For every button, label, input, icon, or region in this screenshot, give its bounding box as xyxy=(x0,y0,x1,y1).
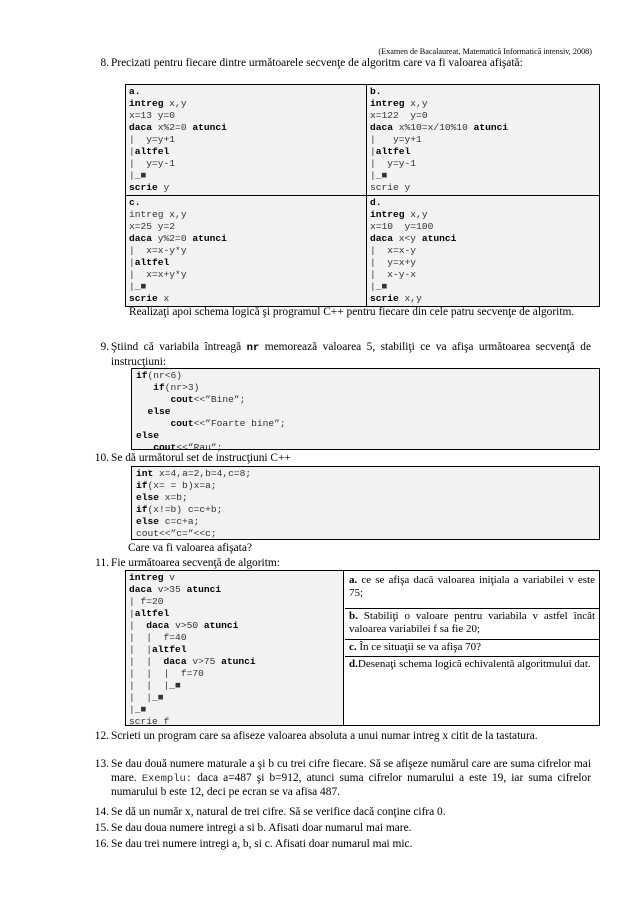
algorithm-b: b. intreg x,y x=122 y=0 daca x%10=x/10%10 atunci | y=y+1 |altfel | y=y-1 |_■ scrie y xyxy=(367,85,600,196)
question-8-followup: Realizaţi apoi schema logică şi programul C++ pentru fiecare din cele patru secvenţe de algoritm. xyxy=(129,306,575,318)
question-text: Se dau doua numere intregi a si b. Afisati doar numarul mai mare. xyxy=(111,822,412,834)
question-number: 9. xyxy=(100,341,109,353)
task-a: a. ce se afişa dacă valoarea iniţiala a variabilei v este 75; xyxy=(345,571,599,609)
question-15 xyxy=(94,822,591,836)
question-number: 16. xyxy=(94,838,109,850)
question-text: Se dă următorul set de instrucţiuni C++ xyxy=(111,452,291,464)
question-number: 14. xyxy=(94,806,109,818)
algorithm-a: a. intreg x,y x=13 y=0 daca x%2=0 atunci | y=y+1 |altfel | y=y-1 |_■ scrie y xyxy=(126,85,367,196)
question-13 xyxy=(94,758,591,800)
question-9 xyxy=(100,341,591,369)
page-header: (Examen de Bacalaureat, Matematică Informatică intensiv, 2008) xyxy=(378,47,592,56)
task-d: d.Desenaţi schema logică echivalentă algoritmului dat. xyxy=(349,658,591,670)
question-10-followup: Care va fi valoarea afişata? xyxy=(128,542,252,554)
question-number: 8. xyxy=(100,57,109,69)
task-list-11 xyxy=(345,571,599,723)
example-label: Exemplu: xyxy=(141,772,193,785)
question-16 xyxy=(94,838,591,852)
question-text-start: Ştiind că variabila întreagă xyxy=(111,341,242,353)
code-block-9: if(nr<6) if(nr>3) cout<<”Bine”; else cout<<”Foarte bine”; else cout<<”Rau”; xyxy=(131,368,600,450)
variable-name: nr xyxy=(246,342,260,354)
question-text: Fie următoarea secvenţă de algoritm: xyxy=(111,557,280,569)
question-number: 12. xyxy=(94,730,109,742)
question-10 xyxy=(94,452,591,466)
algorithm-table-11 xyxy=(125,570,600,726)
question-text-start: Se dau două numere maturale a şi b cu trei cifre fiecare. Să se afişeze numărul care are suma cifrelor mai mare. xyxy=(111,758,591,784)
question-text: Precizati pentru fiecare dintre următoarele secvenţe de algoritm care va fi valoarea afişată: xyxy=(111,57,523,69)
question-11 xyxy=(95,557,591,571)
question-14 xyxy=(94,806,591,820)
question-number: 15. xyxy=(94,822,109,834)
question-8 xyxy=(100,57,591,71)
question-12 xyxy=(94,730,591,744)
question-text: Se dă un număr x, natural de trei cifre. Să se verifice dacă conţine cifra 0. xyxy=(111,806,446,818)
question-number: 13. xyxy=(94,758,109,770)
question-text-end: memorează valoarea 5, stabiliţi ce va afişa următoarea secvenţă de instrucţiuni: xyxy=(111,341,591,368)
question-text-end: daca a=487 şi b=912, atunci suma cifrelor numarului a este 19, iar suma cifrelor numarului b este 12, deci pe ecran se va afisa 487. xyxy=(111,771,591,799)
code-block-10: int x=4,a=2,b=4,c=8; if(x= = b)x=a; else x=b; if(x!=b) c=c+b; else c=c+a; cout<<”c=”<<c; xyxy=(131,466,600,540)
algorithm-11: intreg v daca v>35 atunci | f=20 |altfel | daca v>50 atunci | | f=40 | |altfel | | daca v>75 atunci | | | f=70 | | |_■ | |_■ |_■ scrie f xyxy=(126,571,344,725)
algorithm-d: d. intreg x,y x=10 y=100 daca x<y atunci | x=x-y | y=x+y | x-y-x |_■ scrie x,y xyxy=(367,196,600,307)
question-number: 11. xyxy=(95,557,109,569)
task-c: c. În ce situaţii se va afişa 70? xyxy=(345,640,599,657)
question-number: 10. xyxy=(94,452,109,464)
algorithm-table xyxy=(125,84,600,307)
algorithm-c: c. intreg x,y x=25 y=2 daca y%2=0 atunci | x=x-y*y |altfel | x=x+y*y |_■ scrie x xyxy=(126,196,367,307)
question-text: Se dau trei numere intregi a, b, si c. Afisati doar numarul mai mic. xyxy=(111,838,413,850)
question-text: Scrieti un program care sa afiseze valoarea absoluta a unui numar intreg x citit de la tastatura. xyxy=(111,730,538,742)
task-b: b. Stabiliţi o valoare pentru variabila v astfel încât valoarea variabilei f sa fie 20; xyxy=(345,609,599,640)
